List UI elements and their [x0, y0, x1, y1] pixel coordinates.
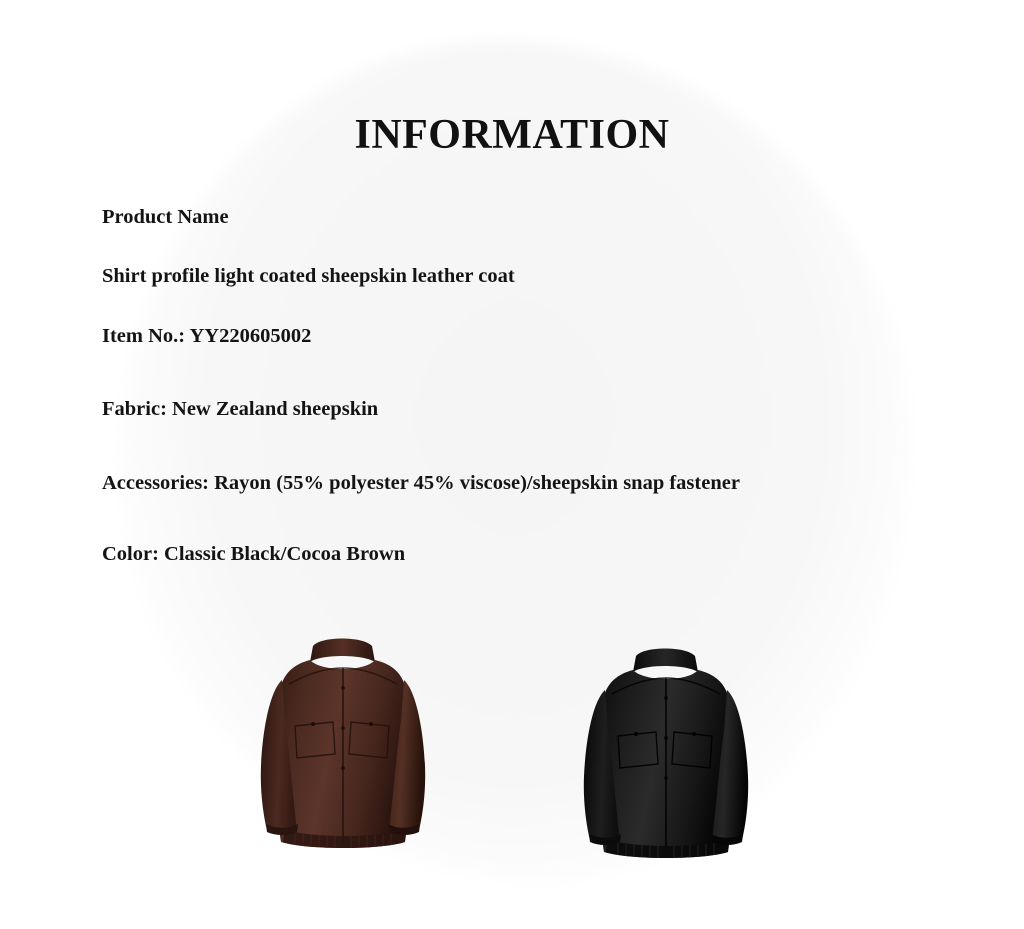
- product-images: [0, 628, 1024, 888]
- jacket-image-cocoa-brown: [255, 628, 430, 873]
- snap: [341, 686, 345, 690]
- jacket-image-classic-black: [578, 638, 753, 883]
- collar-shape: [633, 649, 698, 673]
- snap: [341, 726, 345, 730]
- snap: [692, 732, 696, 736]
- fabric: Fabric: New Zealand sheepskin: [102, 397, 379, 420]
- snap: [664, 696, 668, 700]
- page-title: INFORMATION: [354, 112, 670, 158]
- snap: [369, 722, 373, 726]
- snap: [664, 736, 668, 740]
- snap: [311, 722, 315, 726]
- product-name-label: Product Name: [102, 206, 229, 228]
- product-name-value: Shirt profile light coated sheepskin leather coat: [102, 264, 515, 287]
- snap: [664, 776, 668, 780]
- snap: [341, 766, 345, 770]
- item-number: Item No.: YY220605002: [102, 325, 312, 348]
- accessories: Accessories: Rayon (55% polyester 45% viscose)/sheepskin snap fastener: [102, 472, 740, 495]
- collar-shape: [310, 639, 375, 663]
- product-information-block: [102, 205, 902, 567]
- snap: [634, 732, 638, 736]
- color: Color: Classic Black/Cocoa Brown: [102, 542, 406, 565]
